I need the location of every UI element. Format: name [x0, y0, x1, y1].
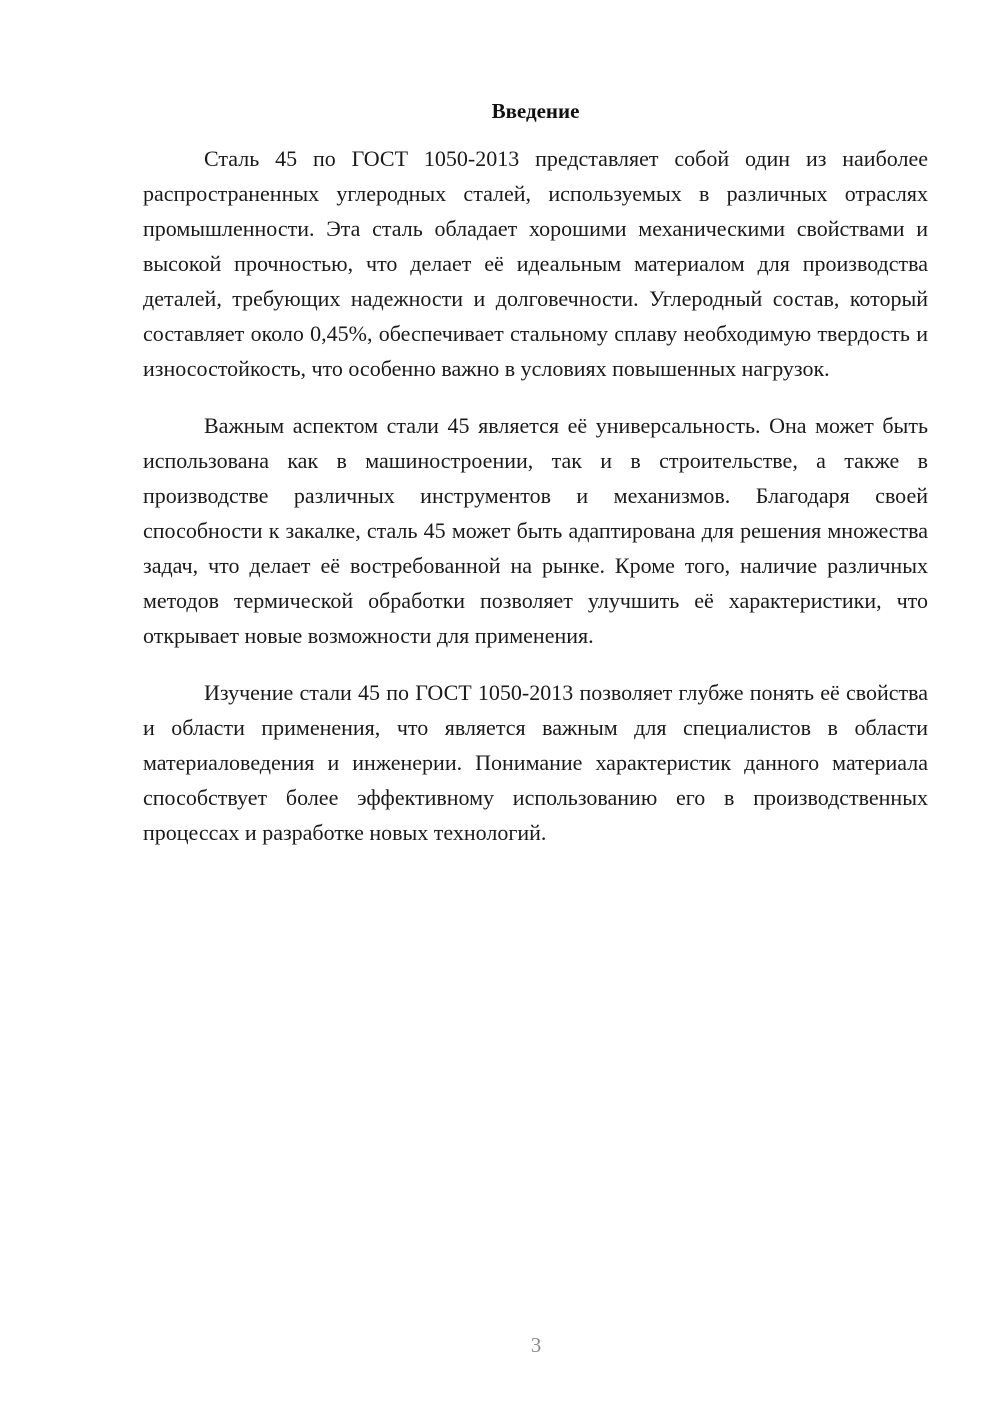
section-heading: Введение [491, 99, 580, 123]
paragraph-1: Сталь 45 по ГОСТ 1050-2013 представляет собой один из наиболее распространенных углеродных сталей, используемых в различных отраслях промышленности. Эта сталь обладает хорошими механическими свойствами и высокой прочностью, что делает её идеальным материалом для производства деталей, требующих надежности и долговечности. Углеродный состав, который составляет около 0,45%, обеспечивает стальному сплаву необходимую твердость и износостойкость, что особенно важно в условиях повышенных нагрузок. [143, 146, 928, 381]
paragraph-2: Важным аспектом стали 45 является её универсальность. Она может быть использована как в машиностроении, так и в строительстве, а также в производстве различных инструментов и механизмов. Благодаря своей способности к закалке, сталь 45 может быть адаптирована для решения множества задач, что делает её востребованной на рынке. Кроме того, наличие различных методов термической обработки позволяет улучшить её характеристики, что открывает новые возможности для применения. [143, 413, 928, 648]
paragraph-3: Изучение стали 45 по ГОСТ 1050-2013 позволяет глубже понять её свойства и области применения, что является важным для специалистов в области материаловедения и инженерии. Понимание характеристик данного материала способствует более эффективному использованию его в производственных процессах и разработке новых технологий. [143, 680, 928, 845]
body-text [143, 141, 928, 872]
page-number: 3 [530, 1333, 542, 1357]
